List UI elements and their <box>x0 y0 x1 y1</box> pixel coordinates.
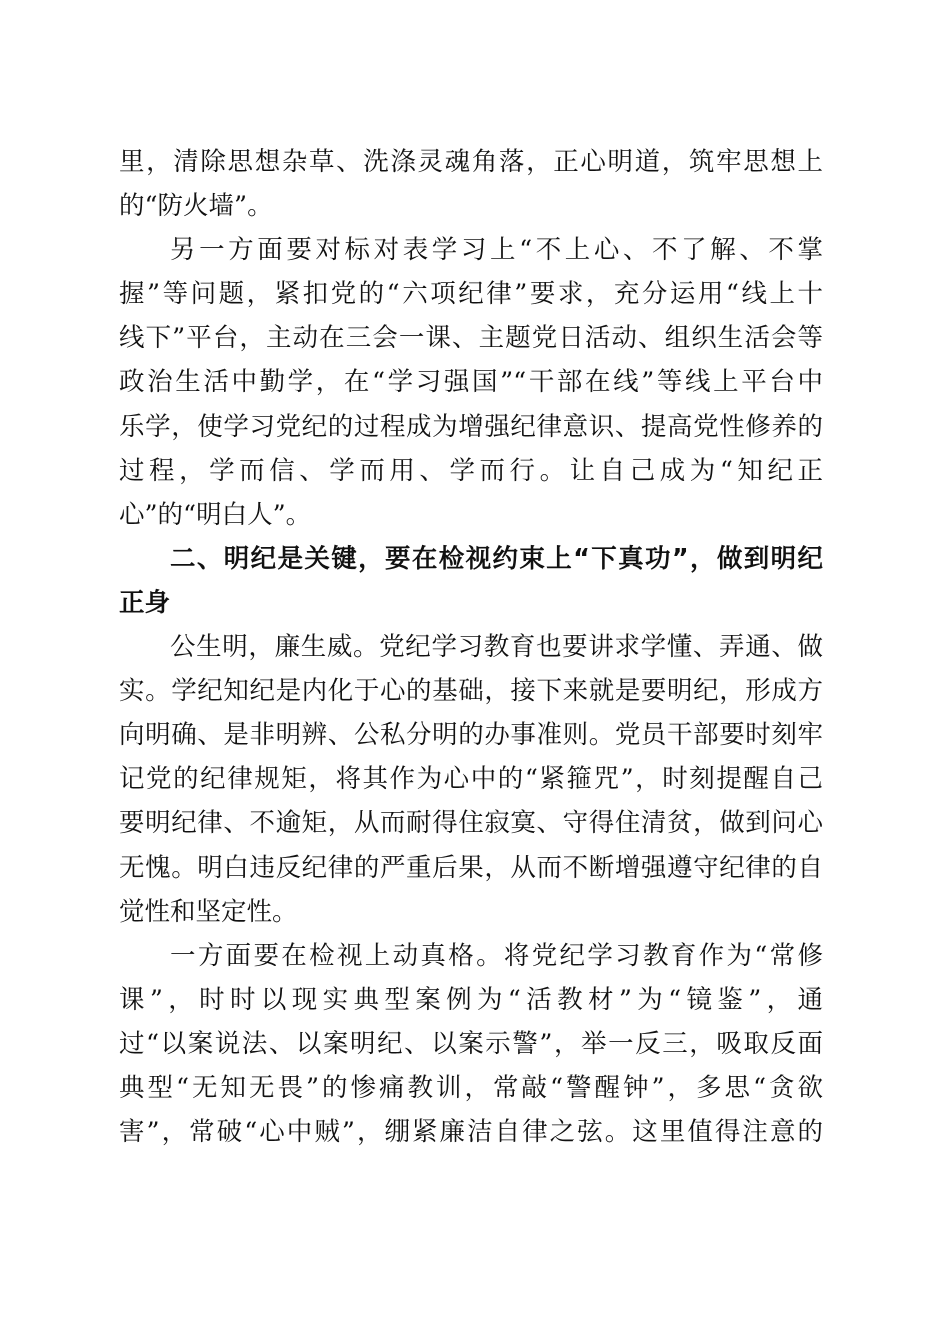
paragraph-first-line: 公生明，廉生威。党纪学习教育也要讲求学懂、弄通、做 <box>170 632 823 663</box>
body-line: 无愧。明白违反纪律的严重后果，从而不断增强遵守纪律的自 <box>119 852 823 883</box>
body-line: 典型“无知无畏”的惨痛教训，常敲“警醒钟”，多思“贪欲 <box>119 1072 823 1103</box>
document-page <box>119 140 823 1154</box>
body-line: 记党的纪律规矩，将其作为心中的“紧箍咒”，时刻提醒自己 <box>119 764 823 795</box>
body-line: 课”，时时以现实典型案例为“活教材”为“镜鉴”，通 <box>119 984 823 1015</box>
paragraph-first-line: 一方面要在检视上动真格。将党纪学习教育作为“常修 <box>170 940 823 971</box>
body-line: 向明确、是非明辨、公私分明的办事准则。党员干部要时刻牢 <box>119 720 823 751</box>
body-line: 里，清除思想杂草、洗涤灵魂角落，正心明道，筑牢思想上 <box>119 147 823 177</box>
body-line: 觉性和坚定性。 <box>119 896 298 927</box>
paragraph-first-line: 另一方面要对标对表学习上“不上心、不了解、不掌 <box>170 235 823 266</box>
body-line: 握”等问题，紧扣党的“六项纪律”要求，充分运用“线上十 <box>119 279 823 310</box>
body-line: 过程，学而信、学而用、学而行。让自己成为“知纪正 <box>119 455 823 486</box>
body-line: 政治生活中勤学，在“学习强国”“干部在线”等线上平台中 <box>119 367 823 398</box>
body-line: 心”的“明白人”。 <box>119 499 312 530</box>
body-line: 线下”平台，主动在三会一课、主题党日活动、组织生活会等 <box>119 323 823 354</box>
body-line: 要明纪律、不逾矩，从而耐得住寂寞、守得住清贫，做到问心 <box>119 808 823 839</box>
body-line: 过“以案说法、以案明纪、以案示警”，举一反三，吸取反面 <box>119 1028 823 1059</box>
section-heading: 二、明纪是关键，要在检视约束上“下真功”，做到明纪 <box>170 543 823 574</box>
body-line: 实。学纪知纪是内化于心的基础，接下来就是要明纪，形成方 <box>119 676 823 707</box>
body-line: 害”，常破“心中贼”，绷紧廉洁自律之弦。这里值得注意的 <box>119 1117 823 1148</box>
section-heading: 正身 <box>119 587 171 618</box>
body-line: 的“防火墙”。 <box>119 191 273 222</box>
body-line: 乐学，使学习党纪的过程成为增强纪律意识、提高党性修养的 <box>119 411 823 442</box>
